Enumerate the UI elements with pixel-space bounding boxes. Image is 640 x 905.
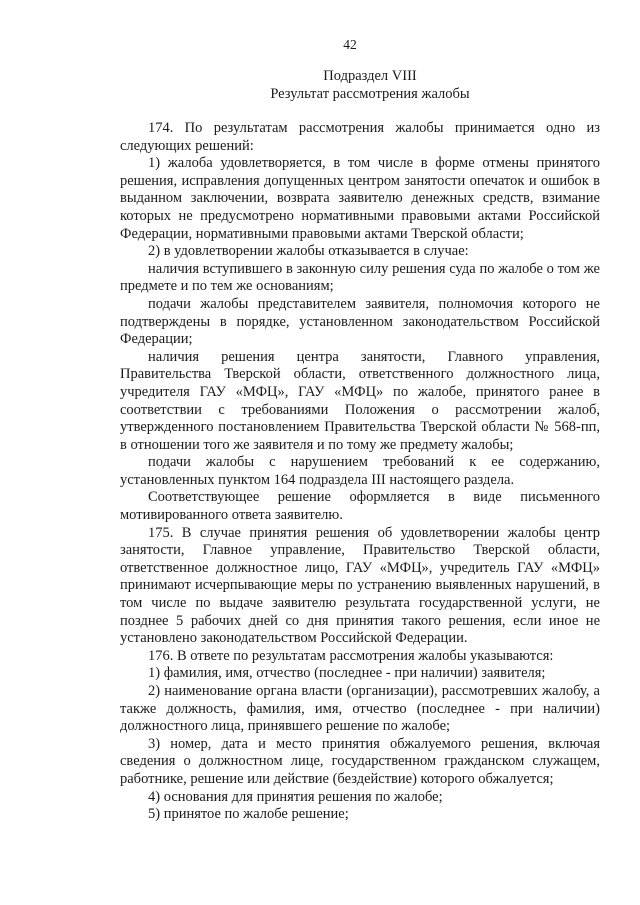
paragraph-176-item-4: 4) основания для принятия решения по жалобе;	[148, 788, 443, 805]
paragraph-176-item-3: 3) номер, дата и место принятия обжалуемого решения, включая сведения о должностном лице, государственном гражданском служащем, работнике, решение или действие (бездействие) которого обжалуется;	[120, 735, 600, 787]
paragraph-refusal-court: наличия вступившего в законную силу решения суда по жалобе о том же предмете и по тем же основаниям;	[120, 260, 600, 295]
paragraph-176-item-5: 5) принятое по жалобе решение;	[148, 806, 349, 823]
paragraph-refusal-prior-decision: наличия решения центра занятости, Главного управления, Правительства Тверской области, ответственного должностного лица, учредителя ГАУ «МФЦ», ГАУ «МФЦ» по жалобе, принятого ранее в соответствии с требованиями Положения о рассмотрении жалоб, утвержденного постановлением Правительства Тверской области № 568-пп, в отношении того же заявителя и по тому же предмету жалобы;	[120, 348, 600, 453]
paragraph-refusal-representative: подачи жалобы представителем заявителя, полномочия которого не подтверждены в порядке, установленном законодательством Российской Федерации;	[120, 295, 600, 348]
subsection-subtitle: Результат рассмотрения жалобы	[270, 86, 470, 102]
paragraph-174-intro: 174. По результатам рассмотрения жалобы принимается одно из следующих решений:	[120, 120, 600, 154]
paragraph-decision-form: Соответствующее решение оформляется в виде письменного мотивированного ответа заявителю.	[120, 489, 600, 524]
paragraph-176-item-2: 2) наименование органа власти (организации), рассмотревших жалобу, а также должность, фамилия, имя, отчество (последнее - при наличии) должностного лица, принявшего решение по жалобе;	[120, 683, 600, 735]
page-number: 42	[343, 37, 357, 52]
paragraph-174-item-2: 2) в удовлетворении жалобы отказывается в случае:	[148, 243, 469, 260]
paragraph-refusal-content: подачи жалобы с нарушением требований к ее содержанию, установленных пунктом 164 подраздела III настоящего раздела.	[120, 454, 600, 488]
paragraph-175: 175. В случае принятия решения об удовлетворении жалобы центр занятости, Главное управление, Правительство Тверской области, ответственное должностное лицо, ГАУ «МФЦ», учредитель ГАУ «МФЦ» принимают исчерпывающие меры по устранению выявленных нарушений, в том числе по выдаче заявителю результата государственной услуги, не позднее 5 рабочих дней со дня принятия такого решения, если иное не установлено законодательством Российской Федерации.	[120, 524, 600, 647]
document-body	[120, 120, 600, 824]
paragraph-176-item-1: 1) фамилия, имя, отчество (последнее - при наличии) заявителя;	[148, 665, 546, 682]
paragraph-176-intro: 176. В ответе по результатам рассмотрения жалобы указываются:	[148, 647, 554, 664]
subsection-title: Подраздел VIII	[323, 68, 417, 84]
paragraph-174-item-1: 1) жалоба удовлетворяется, в том числе в форме отмены принятого решения, исправления допущенных центром занятости опечаток и ошибок в выданном заключении, возврата заявителю денежных средств, взимание которых не предусмотрено нормативными правовыми актами Российской Федерации, нормативными правовыми актами Тверской области;	[120, 155, 600, 242]
